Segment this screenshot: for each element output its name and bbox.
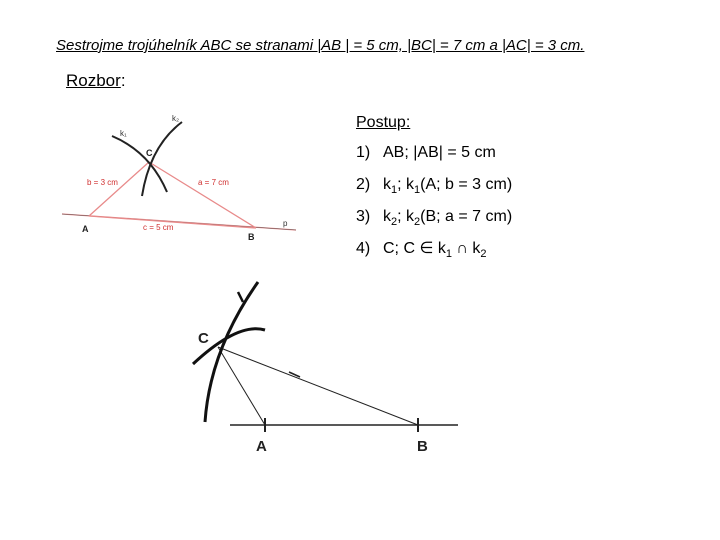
arc-k2 (142, 122, 182, 196)
step-subscript: 2 (480, 248, 487, 261)
label-side-c: c = 5 cm (143, 223, 174, 232)
step-text: ; k (397, 208, 415, 225)
step-number: 3) (356, 208, 371, 225)
arc-k1 (112, 136, 167, 192)
postup-panel (356, 114, 512, 270)
postup-title: Postup: (356, 114, 411, 131)
label-sketch-c: C (146, 148, 153, 158)
label-b: B (417, 438, 428, 455)
postup-steps (356, 142, 512, 270)
step-subscript: 1 (445, 248, 452, 261)
postup-step (356, 142, 512, 174)
label-k2: k₂ (172, 114, 180, 123)
step-text: (A; b = 3 cm) (420, 176, 513, 193)
step-subscript: 2 (414, 216, 421, 229)
postup-step (356, 206, 512, 238)
step-text: k (383, 208, 391, 225)
label-p: p (283, 219, 288, 228)
postup-step (356, 238, 512, 270)
rozbor-label: Rozbor (66, 71, 121, 90)
label-c: C (198, 330, 209, 347)
step-subscript: 1 (391, 184, 398, 197)
step-text: (B; a = 7 cm) (420, 208, 513, 225)
step-number: 2) (356, 176, 371, 193)
label-side-a: a = 7 cm (198, 178, 229, 187)
step-text: k (383, 176, 391, 193)
step-subscript: 1 (414, 184, 421, 197)
label-k1: k₁ (120, 129, 127, 138)
step-text: C; C ∈ k (383, 240, 446, 257)
rozbor-colon: : (120, 71, 126, 90)
postup-step (356, 174, 512, 206)
page-title: Sestrojme trojúhelník ABC se stranami |AB | = 5 cm, |BC| = 7 cm a |AC| = 3 cm. (56, 37, 585, 54)
step-number: 1) (356, 144, 371, 161)
step-text: ∩ k (451, 240, 481, 257)
step-text: ; k (397, 176, 415, 193)
step-number: 4) (356, 240, 371, 257)
step-text: AB; |AB| = 5 cm (383, 144, 496, 161)
step-subscript: 2 (391, 216, 398, 229)
label-sketch-b: B (248, 232, 255, 242)
label-sketch-a: A (82, 224, 89, 234)
label-a: A (256, 438, 267, 455)
side-b (89, 162, 149, 216)
side-a (149, 162, 256, 228)
label-side-b: b = 3 cm (87, 178, 118, 187)
